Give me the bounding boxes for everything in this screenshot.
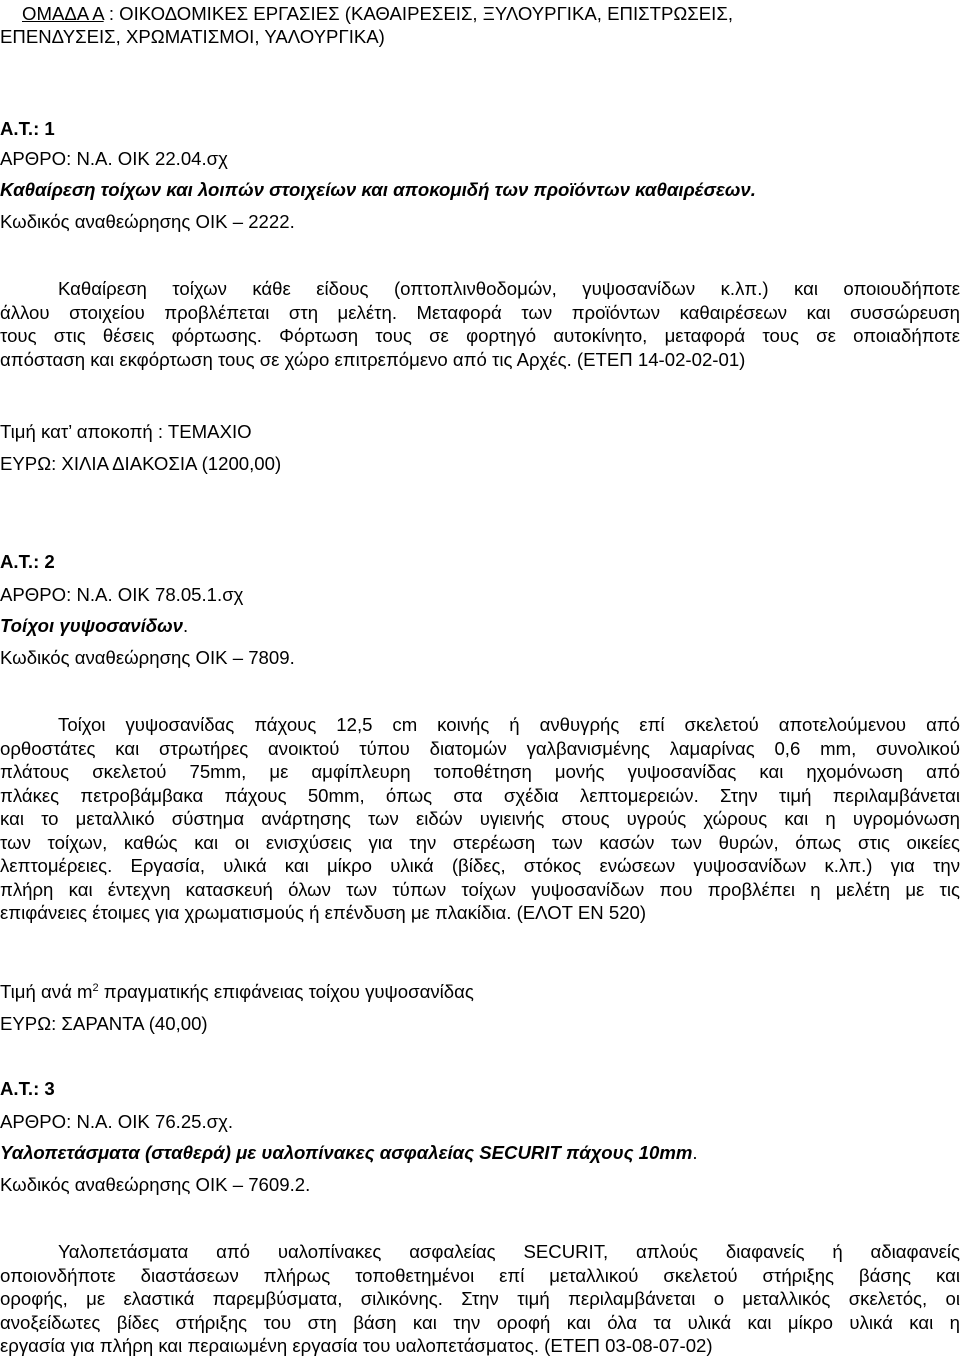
- item2-code: Κωδικός αναθεώρησης ΟΙΚ – 7809.: [0, 647, 295, 668]
- item2-at: Α.Τ.: 2: [0, 551, 55, 572]
- item2-article: ΑΡΘΡΟ: Ν.Α. ΟΙΚ 78.05.1.σχ: [0, 584, 244, 605]
- item1-desc-line: τους στις θέσεις φόρτωσης. Φόρτωση τους σε φορτηγό αυτοκίνητο, μεταφορά τους σε οποιαδήποτε: [0, 325, 960, 346]
- item3-desc-line: οποιονδήποτε διαστάσεων πλήρως τοποθετημένοι επί μεταλλικού σκελετού στήριξης βάσης και: [0, 1264, 960, 1286]
- item2-description: [0, 713, 960, 925]
- item2-desc-line: των τοίχων, καθώς και οι ενισχύσεις για την στερέωση των κασών των θυρών, όπως στις οικείες: [0, 831, 960, 853]
- item2-desc-line: Τοίχοι γυψοσανίδας πάχους 12,5 cm κοινής ή ανθυγρής επί σκελετού αποτελούμενου από: [58, 714, 960, 735]
- item1-unit-price: Τιμή κατ’ αποκοπή : ΤΕΜΑΧΙΟ: [0, 421, 252, 442]
- item1-price: ΕΥΡΩ: ΧΙΛΙΑ ΔΙΑΚΟΣΙΑ (1200,00): [0, 453, 282, 474]
- group-heading-line2: ΕΠΕΝΔΥΣΕΙΣ, ΧΡΩΜΑΤΙΣΜΟΙ, ΥΑΛΟΥΡΓΙΚΑ): [0, 26, 385, 47]
- item2-unit-price: [0, 980, 474, 1003]
- item3-code: Κωδικός αναθεώρησης ΟΙΚ – 7609.2.: [0, 1174, 311, 1195]
- item1-code: Κωδικός αναθεώρησης ΟΙΚ – 2222.: [0, 211, 295, 232]
- item2-title: Τοίχοι γυψοσανίδων: [0, 615, 184, 636]
- item2-desc-line: λεπτομέρειες. Εργασία, υλικά και μίκρο υλικά (βίδες, στόκος ενώσεων γυψοσανίδων κ.λπ.) για την: [0, 855, 960, 876]
- item2-desc-line: επιφάνειες έτοιμες για χρωματισμούς ή επένδυση με πλακίδια. (ΕΛΟΤ ΕΝ 520): [0, 902, 647, 923]
- item2-price: ΕΥΡΩ: ΣΑΡΑΝΤΑ (40,00): [0, 1013, 208, 1034]
- item2-desc-line: πλάκες πετροβάμβακα πάχους 50mm, όπως στα σχέδια λεπτομερειών. Στην τιμή περιλαμβάνεται: [0, 784, 960, 806]
- group-heading-line1: [20, 2, 733, 25]
- item3-description: [0, 1240, 960, 1358]
- item3-desc-line: οροφής, με ελαστικά παρεμβύσματα, σιλικόνης. Στην τιμή περιλαμβάνεται ο μεταλλικός σκελετός, οι: [0, 1288, 960, 1309]
- item1-at: Α.Τ.: 1: [0, 118, 55, 139]
- item1-desc-line: απόσταση και εκφόρτωση τους σε χώρο επιτρεπόμενο από τις Αρχές. (ΕΤΕΠ 14-02-02-01): [0, 348, 746, 370]
- item3-desc-line: εργασία για πλήρη και περαιωμένη εργασία του υαλοπετάσματος. (ΕΤΕΠ 03-08-07-02): [0, 1335, 713, 1356]
- item3-desc-line: Υαλοπετάσματα από υαλοπίνακες ασφαλείας SECURIT, απλούς διαφανείς ή αδιαφανείς: [58, 1241, 960, 1262]
- item3-title: Υαλοπετάσματα (σταθερά) με υαλοπίνακες ασφαλείας SECURIT πάχους 10mm: [0, 1142, 693, 1163]
- item3-title-line: [0, 1141, 698, 1164]
- item2-desc-line: και το μεταλλικό σύστημα ανάρτησης των ειδών υγιεινής στους υγρούς χώρους και η υγρομόνωση: [0, 808, 960, 829]
- item1-title: Καθαίρεση τοίχων και λοιπών στοιχείων και αποκομιδή των προϊόντων καθαιρέσεων.: [0, 179, 756, 200]
- item3-title-suffix: .: [692, 1142, 698, 1163]
- item2-title-line: [0, 614, 188, 637]
- item1-desc-line: άλλου στοιχείου προβλέπεται στη μελέτη. Μεταφορά των προϊόντων καθαιρέσεων και συσσώρευση: [0, 301, 960, 323]
- item2-desc-line: πλάτους σκελετού 75mm, με αμφίπλευρη τοποθέτηση μονής γυψοσανίδας και ηχομόνωση από: [0, 761, 960, 782]
- item1-description: [0, 277, 960, 371]
- group-label: ΟΜΑΔΑ Α: [22, 3, 104, 24]
- group-heading-rest: : ΟΙΚΟΔΟΜΙΚΕΣ ΕΡΓΑΣΙΕΣ (ΚΑΘΑΙΡΕΣΕΙΣ, ΞΥΛΟΥΡΓΙΚΑ, ΕΠΙΣΤΡΩΣΕΙΣ,: [103, 3, 733, 24]
- item1-article: ΑΡΘΡΟ: Ν.Α. ΟΙΚ 22.04.σχ: [0, 148, 228, 169]
- item2-unit-price-post: πραγματικής επιφάνειας τοίχου γυψοσανίδας: [98, 981, 474, 1002]
- item3-article: ΑΡΘΡΟ: Ν.Α. ΟΙΚ 76.25.σχ.: [0, 1111, 234, 1132]
- item3-desc-line: ανοξείδωτες βίδες στήριξης του στη βάση και την οροφή και όλα τα υλικά και μίκρο υλικά και η: [0, 1311, 960, 1333]
- item1-desc-line: Καθαίρεση τοίχων κάθε είδους (οπτοπλινθοδομών, γυψοσανίδων κ.λπ.) και οποιουδήποτε: [58, 278, 960, 299]
- item2-desc-line: ορθοστάτες και στρωτήρες ανοικτού τύπου διατομών γαλβανισμένης λαμαρίνας 0,6 mm, συνολικού: [0, 737, 960, 759]
- item2-unit-price-pre: Τιμή ανά m: [0, 981, 93, 1002]
- item2-unit-price-sup: 2: [92, 982, 99, 994]
- item2-desc-line: πλήρη και έντεχνη κατασκευή όλων των τύπων τοίχων γυψοσανίδων που προβλέπει η μελέτη με τις: [0, 878, 960, 900]
- item2-title-suffix: .: [183, 615, 189, 636]
- item3-at: Α.Τ.: 3: [0, 1078, 55, 1099]
